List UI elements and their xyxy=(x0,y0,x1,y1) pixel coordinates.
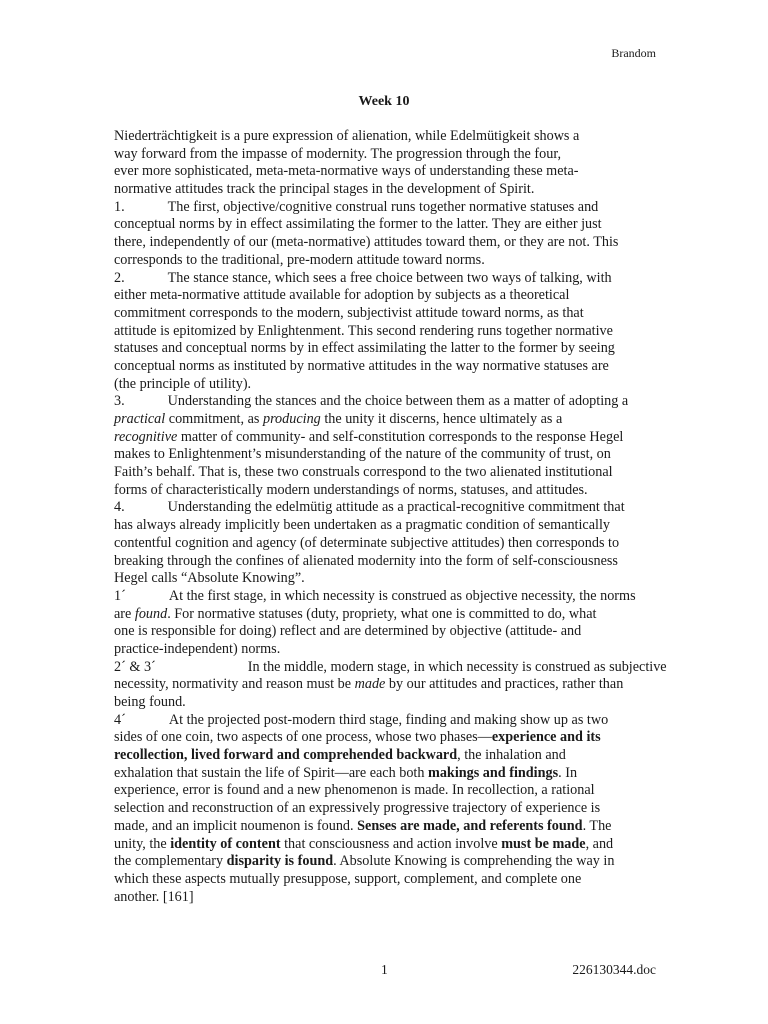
text-line xyxy=(114,411,659,429)
header-author: Brandom xyxy=(611,46,656,60)
text-run: practice-independent) norms. xyxy=(114,640,281,657)
text-line xyxy=(114,429,659,447)
text-run: 2. xyxy=(114,269,125,286)
text-run: made, and an implicit noumenon is found. xyxy=(114,817,358,834)
text-run: . The xyxy=(582,817,612,834)
text-run: Niederträchtigkeit is a pure expression of alienation, while Edelmütigkeit shows a xyxy=(114,128,580,144)
text-run: 1. xyxy=(114,198,125,215)
text-line xyxy=(114,376,659,394)
text-line xyxy=(114,216,659,234)
italic-text: found xyxy=(134,605,168,622)
text-run: commitment corresponds to the modern, subjectivist attitude toward norms, as that xyxy=(114,304,584,321)
text-run: 4. xyxy=(114,499,125,516)
page-number: 1 xyxy=(381,962,388,977)
text-run: corresponds to the traditional, pre-modern attitude toward norms. xyxy=(114,251,485,268)
text-line xyxy=(114,818,659,836)
text-line xyxy=(114,358,659,376)
italic-text: made xyxy=(354,676,386,693)
text-line xyxy=(114,800,659,818)
text-line xyxy=(114,464,659,482)
text-run: either meta-normative attitude available for adoption by subjects as a theoretical xyxy=(114,287,570,304)
text-run: are xyxy=(114,605,135,622)
text-line xyxy=(114,570,659,588)
text-run: sides of one coin, two aspects of one process, whose two phases— xyxy=(114,729,492,746)
text-line xyxy=(114,606,659,624)
text-run: The first, objective/cognitive construal runs together normative statuses and xyxy=(167,198,599,215)
text-line xyxy=(114,747,659,765)
text-run: , and xyxy=(585,835,614,852)
text-run: way forward from the impasse of modernity. The progression through the four, xyxy=(114,145,562,162)
text-line xyxy=(114,340,659,358)
text-run: contentful cognition and agency (of determinate subjective attitudes) then corresponds to xyxy=(114,534,620,551)
text-run: that consciousness and action involve xyxy=(280,835,502,852)
text-run: attitude is epitomized by Enlightenment. This second rendering runs together normative xyxy=(114,322,613,339)
text-line xyxy=(114,694,659,712)
text-run: one is responsible for doing) reflect and are determined by objective (attitude- and xyxy=(114,623,582,640)
text-run: conceptual norms by in effect assimilating the former to the latter. They are either just xyxy=(114,216,602,233)
text-run: . In xyxy=(558,764,578,781)
text-line xyxy=(114,499,659,517)
text-run: makes to Enlightenment’s misunderstanding of the nature of the community of trust, on xyxy=(114,446,611,463)
text-line xyxy=(114,889,659,907)
text-run: Faith’s behalf. That is, these two construals correspond to the two alienated institutional xyxy=(114,464,613,481)
text-line xyxy=(114,287,659,305)
italic-text: recognitive xyxy=(114,428,178,445)
bold-text: disparity is found xyxy=(226,853,334,870)
italic-text: practical xyxy=(114,411,166,427)
text-line xyxy=(114,234,659,252)
text-run: conceptual norms as instituted by normative attitudes in the way normative statuses are xyxy=(114,357,609,374)
bold-text: must be made xyxy=(501,835,586,852)
text-line xyxy=(114,517,659,535)
text-line xyxy=(114,393,659,411)
text-line xyxy=(114,641,659,659)
text-line xyxy=(114,128,659,146)
text-run: Understanding the stances and the choice between them as a matter of adopting a xyxy=(167,393,629,410)
text-run: experience, error is found and a new phenomenon is made. In recollection, a rational xyxy=(114,782,595,799)
text-run: 3. xyxy=(114,393,125,410)
text-run: selection and reconstruction of an expressively progressive trajectory of experience is xyxy=(114,800,601,817)
text-line xyxy=(114,199,659,217)
text-line xyxy=(114,712,659,730)
text-run: , the inhalation and xyxy=(457,747,566,764)
text-line xyxy=(114,676,659,694)
text-run: the unity it discerns, hence ultimately as a xyxy=(320,411,563,427)
page-title: Week 10 xyxy=(358,94,410,109)
text-line xyxy=(114,765,659,783)
text-run: . Absolute Knowing is comprehending the way in xyxy=(333,853,615,870)
text-run: The stance stance, which sees a free choice between two ways of talking, with xyxy=(167,269,612,286)
bold-text: experience and its xyxy=(491,729,601,746)
text-run: At the first stage, in which necessity is construed as objective necessity, the norms xyxy=(168,587,636,604)
text-run: 1´ xyxy=(114,587,126,604)
text-run: there, independently of our (meta-normative) attitudes toward them, or they are not. This xyxy=(114,234,619,251)
text-line xyxy=(114,446,659,464)
bold-text: recollection, lived forward and comprehended backward xyxy=(114,747,458,764)
text-run: by our attitudes and practices, rather than xyxy=(385,676,624,693)
text-run: the complementary xyxy=(114,853,227,870)
text-line xyxy=(114,270,659,288)
text-run: (the principle of utility). xyxy=(114,375,252,392)
text-run: statuses and conceptual norms by in effect assimilating the latter to the former by seeing xyxy=(114,340,615,357)
text-run: matter of community- and self-constitution corresponds to the response Hegel xyxy=(177,428,624,445)
text-run: 2´ & 3´ xyxy=(114,658,156,675)
text-run: exhalation that sustain the life of Spirit—are each both xyxy=(114,764,429,781)
italic-text: producing xyxy=(262,411,321,427)
bold-text: makings and findings xyxy=(428,764,559,781)
text-line xyxy=(114,658,667,677)
text-run: Hegel calls “Absolute Knowing”. xyxy=(114,570,305,587)
text-run: At the projected post-modern third stage, finding and making show up as two xyxy=(168,711,609,728)
text-run: . For normative statuses (duty, propriety, what one is committed to do, what xyxy=(167,605,597,622)
text-line xyxy=(114,623,659,641)
text-run: Understanding the edelmütig attitude as a practical-recognitive commitment that xyxy=(167,499,625,516)
text-line xyxy=(114,535,659,553)
text-line xyxy=(114,588,659,606)
footer-filename: 226130344.doc xyxy=(572,962,656,977)
text-line xyxy=(114,729,659,747)
text-run: breaking through the confines of alienated modernity into the form of self-consciousness xyxy=(114,552,618,569)
text-line xyxy=(114,853,659,871)
text-run: necessity, normativity and reason must be xyxy=(114,676,355,693)
text-line xyxy=(114,482,659,500)
text-run: which these aspects mutually presuppose, support, complement, and complete one xyxy=(114,870,582,887)
text-line xyxy=(114,836,659,854)
text-run: In the middle, modern stage, in which necessity is construed as subjective xyxy=(247,658,667,675)
text-line xyxy=(114,181,659,199)
text-run: being found. xyxy=(114,694,186,710)
text-run: has always already implicitly been undertaken as a pragmatic condition of semantically xyxy=(114,517,610,534)
text-line xyxy=(114,252,659,270)
bold-text: Senses are made, and referents found xyxy=(357,817,583,834)
text-run: ever more sophisticated, meta-meta-normative ways of understanding these meta- xyxy=(114,163,579,180)
bold-text: identity of content xyxy=(170,835,281,852)
text-run: forms of characteristically modern understandings of norms, statuses, and attitudes. xyxy=(114,481,588,498)
text-line xyxy=(114,782,659,800)
text-line xyxy=(114,553,659,571)
body-text xyxy=(114,128,667,906)
text-line xyxy=(114,305,659,323)
text-run: 4´ xyxy=(114,711,126,728)
text-line xyxy=(114,871,659,889)
text-run: commitment, as xyxy=(165,411,263,427)
text-line xyxy=(114,163,659,181)
text-run: normative attitudes track the principal stages in the development of Spirit. xyxy=(114,181,535,198)
text-run: unity, the xyxy=(114,835,171,852)
text-line xyxy=(114,323,659,341)
text-run: another. [161] xyxy=(114,888,194,905)
text-line xyxy=(114,146,659,164)
